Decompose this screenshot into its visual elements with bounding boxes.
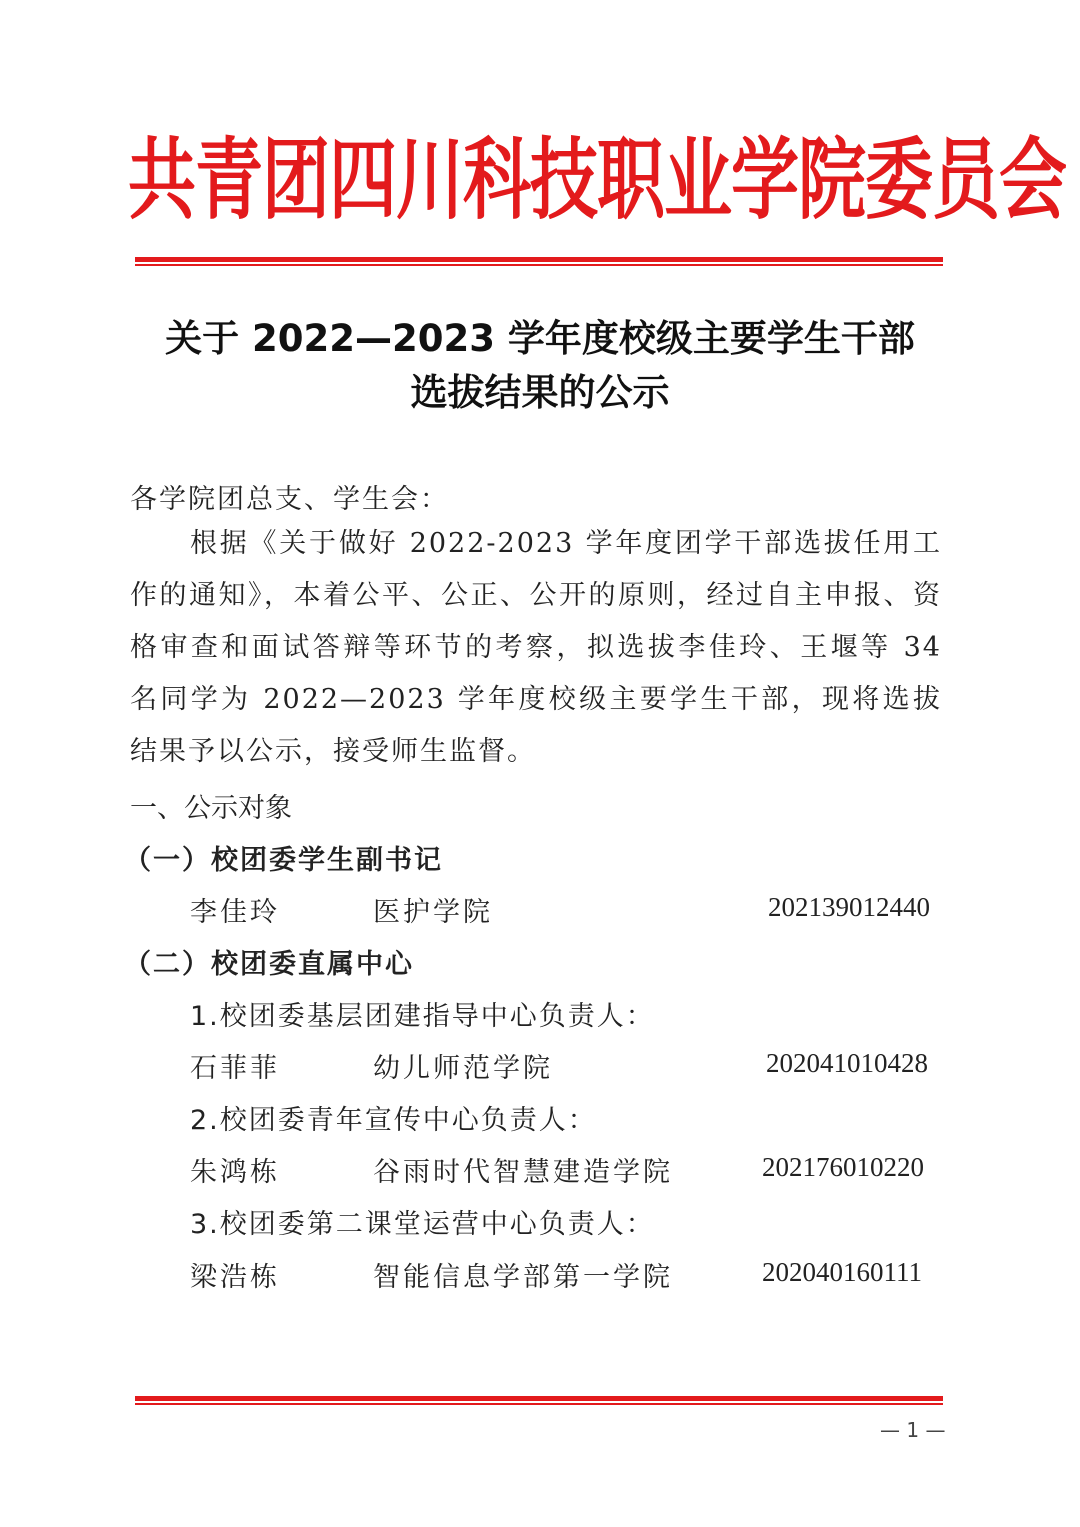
subsection-heading-3: 3.校团委第二课堂运营中心负责人： (190, 1209, 655, 1240)
document-title-line-1: 关于 2022—2023 学年度校级主要学生干部 (165, 317, 915, 360)
entry-student-id: 202040160111 (762, 1257, 922, 1287)
entry-college: 智能信息学部第一学院 (373, 1262, 673, 1293)
entry-student-id: 202139012440 (768, 892, 930, 922)
footer-divider (135, 1396, 943, 1405)
document-title-line-2: 选拔结果的公示 (410, 371, 670, 414)
entry-college: 医护学院 (373, 897, 493, 928)
salutation: 各学院团总支、学生会： (130, 484, 449, 515)
entry-college: 谷雨时代智慧建造学院 (373, 1157, 673, 1188)
entry-name: 石菲菲 (190, 1053, 280, 1084)
group-heading-direct-centers: （二）校团委直属中心 (124, 949, 414, 980)
entry-name: 朱鸿栋 (190, 1157, 280, 1188)
header-divider (135, 257, 943, 266)
entry-name: 李佳玲 (190, 897, 280, 928)
entry-student-id: 202176010220 (762, 1152, 924, 1182)
subsection-heading-2: 2.校团委青年宣传中心负责人： (190, 1105, 597, 1136)
entry-college: 幼儿师范学院 (373, 1053, 553, 1084)
body-paragraph: 根据《关于做好 2022-2023 学年度团学干部选拔任用工作的通知》，本着公平、公正、公开的原则，经过自主申报、资格审查和面试答辩等环节的考察，拟选拔李佳玲、王堰等 34 名同学为 2022—2023 学年度校级主要学生干部，现将选拔结果予以公示，接受师生监督。 (130, 528, 942, 767)
section-heading: 一、公示对象 (130, 793, 292, 824)
organization-masthead: 共青团四川科技职业学院委员会 (128, 130, 1067, 233)
page-number: — 1 — (880, 1418, 946, 1442)
subsection-heading-1: 1.校团委基层团建指导中心负责人： (190, 1001, 655, 1032)
entry-name: 梁浩栋 (190, 1262, 280, 1293)
entry-student-id: 202041010428 (766, 1048, 928, 1078)
group-heading-deputy-secretary: （一）校团委学生副书记 (124, 845, 443, 876)
